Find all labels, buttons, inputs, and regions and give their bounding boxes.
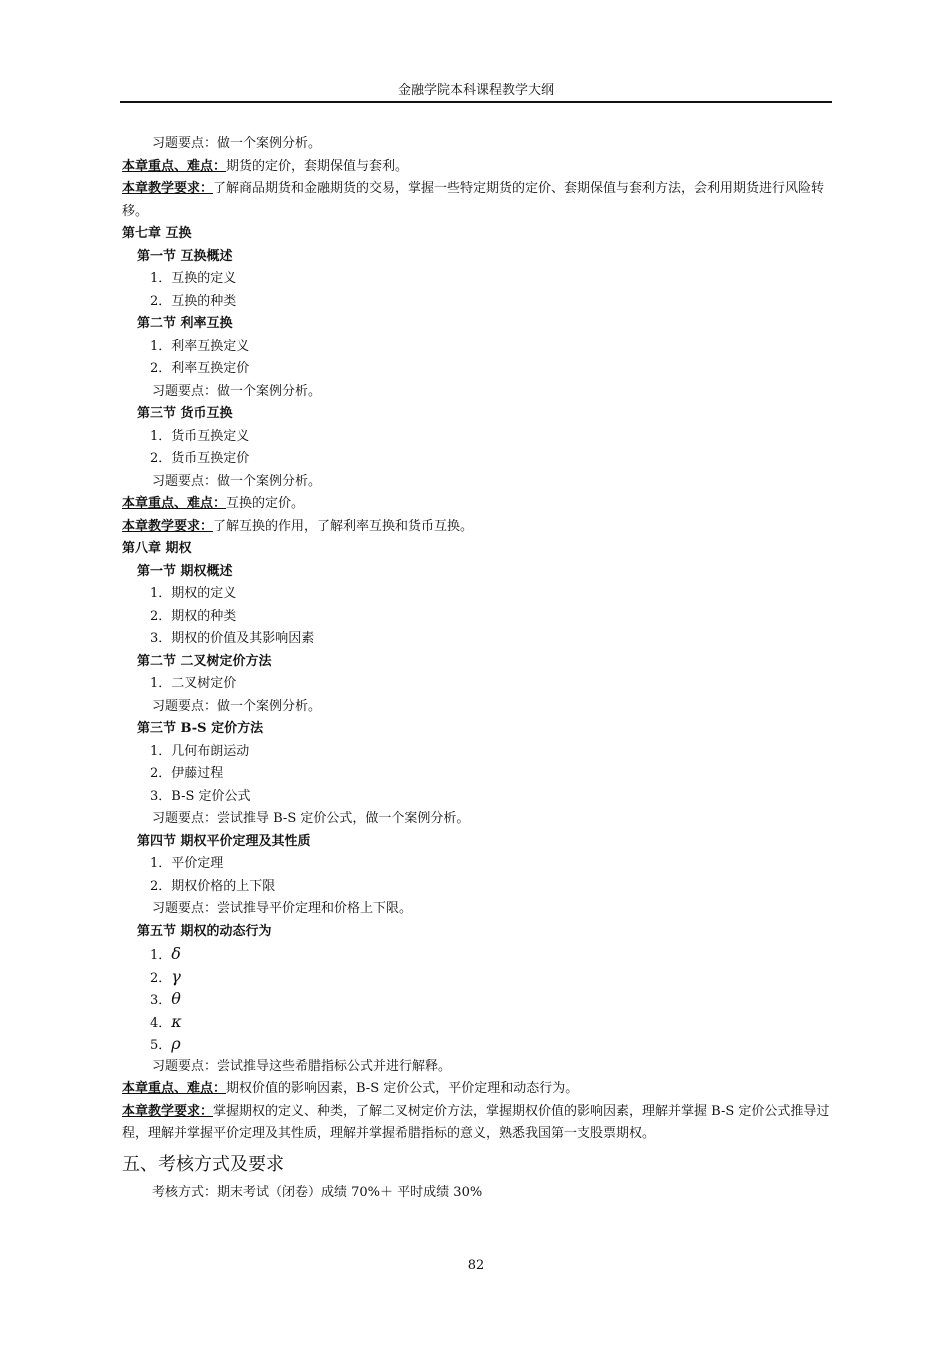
key-points-text: 互换的定价。 <box>226 496 305 511</box>
list-item: 2．货币互换定价 <box>150 451 250 466</box>
item-number: 4． <box>150 1015 172 1031</box>
list-item: 1．期权的定义 <box>150 586 237 601</box>
section-title: 第一节 期权概述 <box>137 563 233 579</box>
greek-symbol: ρ <box>171 1034 181 1053</box>
key-points <box>122 1078 830 1101</box>
requirements-label: 本章教学要求： <box>122 518 214 534</box>
list-item: 2．互换的种类 <box>150 293 237 309</box>
list-item: 2．利率互换定价 <box>150 361 250 376</box>
exercise-note: 习题要点：做一个案例分析。 <box>152 473 322 489</box>
requirements-label: 本章教学要求： <box>122 1103 214 1119</box>
key-points <box>122 493 830 516</box>
list-item: 1．几何布朗运动 <box>150 743 250 759</box>
exercise-note: 习题要点：尝试推导这些希腊指标公式并进行解释。 <box>152 1058 452 1074</box>
teaching-requirements <box>122 178 830 223</box>
section-title: 第五节 期权的动态行为 <box>137 923 272 939</box>
key-points-label: 本章重点、难点： <box>122 496 227 511</box>
greek-symbol: γ <box>171 966 181 986</box>
greek-symbol: κ <box>171 1011 182 1031</box>
greek-symbol: δ <box>171 944 181 963</box>
greek-symbol: θ <box>171 989 181 1008</box>
syllabus-content <box>122 133 830 1204</box>
key-points-label: 本章重点、难点： <box>122 1081 227 1096</box>
requirements-text: 掌握期权的定义、种类，了解二叉树定价方法，掌握期权价值的影响因素，理解并掌握 B-S 定价公式推导过程，理解并掌握平价定理及其性质，理解并掌握希腊指标的意义，熟悉我国第一支股票期权。 <box>122 1103 830 1141</box>
teaching-requirements <box>122 516 830 539</box>
key-points-text: 期货的定价，套期保值与套利。 <box>226 158 409 174</box>
list-item: 2．期权的种类 <box>150 608 237 624</box>
list-item: 1．利率互换定义 <box>150 338 250 354</box>
section-heading: 五、考核方式及要求 <box>122 1153 284 1175</box>
list-item: 1．二叉树定价 <box>150 676 237 691</box>
requirements-text: 了解商品期货和金融期货的交易，掌握一些特定期货的定价、套期保值与套利方法，会利用期货进行风险转移。 <box>122 181 825 219</box>
item-number: 5． <box>150 1038 172 1053</box>
section-title: 第一节 互换概述 <box>137 248 233 264</box>
list-item: 1．平价定理 <box>150 856 224 871</box>
page-number: 82 <box>467 1258 485 1273</box>
section-title: 第三节 B-S 定价方法 <box>137 721 264 736</box>
exercise-note: 习题要点：尝试推导平价定理和价格上下限。 <box>152 901 413 916</box>
item-number: 3． <box>150 993 172 1008</box>
page-header-title: 金融学院本科课程教学大纲 <box>397 83 554 98</box>
greek-item-rho <box>122 1033 830 1056</box>
list-item: 2．伊藤过程 <box>150 766 224 781</box>
key-points <box>122 156 830 179</box>
greek-item-gamma <box>122 966 830 989</box>
list-item: 2．期权价格的上下限 <box>150 878 276 894</box>
item-number: 2． <box>150 970 172 986</box>
exercise-note: 习题要点：做一个案例分析。 <box>152 383 322 399</box>
section-title: 第二节 利率互换 <box>137 316 233 331</box>
teaching-requirements <box>122 1101 830 1146</box>
requirements-text: 了解互换的作用，了解利率互换和货币互换。 <box>213 518 474 534</box>
list-item: 3．B-S 定价公式 <box>150 788 251 804</box>
key-points-label: 本章重点、难点： <box>122 158 227 174</box>
header-divider <box>120 101 832 103</box>
greek-item-theta <box>122 988 830 1011</box>
exercise-note: 习题要点：做一个案例分析。 <box>152 698 322 714</box>
list-item: 3．期权的价值及其影响因素 <box>150 631 315 646</box>
requirements-label: 本章教学要求： <box>122 181 214 196</box>
section-title: 第三节 货币互换 <box>137 406 233 421</box>
greek-item-kappa <box>122 1011 830 1034</box>
section-title: 第二节 二叉树定价方法 <box>137 653 272 669</box>
key-points-text: 期权价值的影响因素，B-S 定价公式，平价定理和动态行为。 <box>226 1081 579 1096</box>
section-title: 第四节 期权平价定理及其性质 <box>137 833 311 849</box>
chapter-title: 第八章 期权 <box>122 541 192 556</box>
exercise-note: 习题要点：尝试推导 B-S 定价公式，做一个案例分析。 <box>152 811 470 826</box>
item-number: 1． <box>150 948 172 963</box>
greek-item-delta <box>122 943 830 966</box>
chapter-title: 第七章 互换 <box>122 226 192 241</box>
list-item: 1．货币互换定义 <box>150 428 250 444</box>
exercise-note: 习题要点：做一个案例分析。 <box>152 136 322 151</box>
assessment-method: 考核方式：期末考试（闭卷）成绩 70%＋ 平时成绩 30% <box>152 1184 483 1200</box>
list-item: 1．互换的定义 <box>150 271 237 286</box>
